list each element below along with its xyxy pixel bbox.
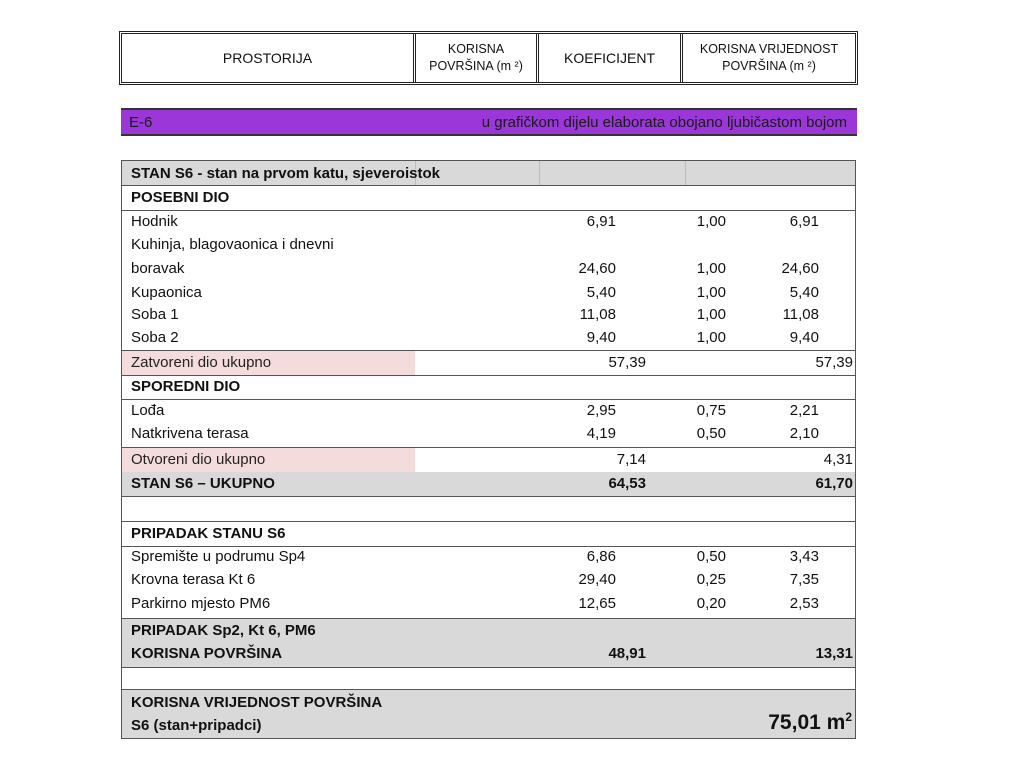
grid-line xyxy=(539,161,540,185)
room-name: Krovna terasa Kt 6 xyxy=(131,571,256,588)
header-value-area xyxy=(683,34,855,82)
area-table xyxy=(121,160,856,739)
table-row xyxy=(122,595,855,617)
room-coef: 1,00 xyxy=(696,329,726,346)
room-value: 7,35 xyxy=(789,571,819,588)
room-coef: 0,25 xyxy=(696,571,726,588)
section-header-row xyxy=(122,522,855,547)
table-row xyxy=(122,571,855,593)
room-value: 24,60 xyxy=(781,260,819,277)
apartment-total-label: STAN S6 – UKUPNO xyxy=(131,475,275,492)
table-row xyxy=(122,402,855,424)
room-name: boravak xyxy=(131,260,185,277)
room-name: Kupaonica xyxy=(131,284,202,301)
summary-line1: KORISNA VRIJEDNOST POVRŠINA xyxy=(131,694,383,711)
room-area: 11,08 xyxy=(579,306,616,323)
apartment-total-value: 61,70 xyxy=(815,475,853,492)
spacer-row xyxy=(122,497,855,522)
closed-total-value: 57,39 xyxy=(815,354,853,371)
table-row xyxy=(122,306,855,328)
grid-line xyxy=(685,161,686,185)
room-coef: 0,50 xyxy=(696,425,726,442)
table-row xyxy=(122,213,855,235)
header-value-area-line2: POVRŠINA (m ²) xyxy=(722,59,816,73)
room-value: 6,91 xyxy=(789,213,819,230)
room-coef: 0,75 xyxy=(696,402,726,419)
room-area: 2,95 xyxy=(586,402,616,419)
table-row xyxy=(122,236,855,258)
appurtenance-title: PRIPADAK STANU S6 xyxy=(131,525,286,542)
room-coef: 1,00 xyxy=(696,284,726,301)
room-coef: 0,50 xyxy=(696,548,726,565)
apartment-title-row xyxy=(122,161,855,186)
summary-line2: S6 (stan+pripadci) xyxy=(131,717,262,734)
table-row xyxy=(122,284,855,306)
room-coef: 1,00 xyxy=(696,213,726,230)
appurtenance-total-line1: PRIPADAK Sp2, Kt 6, PM6 xyxy=(131,622,316,639)
room-area: 9,40 xyxy=(586,329,616,346)
room-area: 29,40 xyxy=(578,571,616,588)
header-value-area-line1: KORISNA VRIJEDNOST xyxy=(699,42,839,57)
column-header-table xyxy=(119,31,858,85)
open-total-label: Otvoreni dio ukupno xyxy=(131,451,266,468)
header-useful-area-line1: KORISNA xyxy=(447,42,505,57)
summary-value-number: 75,01 m xyxy=(768,711,846,734)
room-area: 4,19 xyxy=(586,425,616,442)
unit-code: E-6 xyxy=(129,114,153,131)
header-room xyxy=(122,34,413,82)
closed-total-area: 57,39 xyxy=(608,354,646,371)
room-coef: 1,00 xyxy=(696,306,726,323)
appurtenance-total-line2: KORISNA POVRŠINA xyxy=(131,645,283,662)
open-total-value: 4,31 xyxy=(823,451,853,468)
header-useful-area xyxy=(416,34,536,82)
apartment-title: STAN S6 - stan na prvom katu, sjeveroistok xyxy=(131,165,440,182)
room-value: 2,53 xyxy=(789,595,819,612)
room-value: 2,21 xyxy=(789,402,819,419)
closed-total-label: Zatvoreni dio ukupno xyxy=(131,354,272,371)
apartment-total-area: 64,53 xyxy=(608,475,646,492)
room-name: Natkrivena terasa xyxy=(131,425,249,442)
section-title-secondary: SPOREDNI DIO xyxy=(131,378,241,395)
room-name: Spremište u podrumu Sp4 xyxy=(131,548,306,565)
room-area: 6,91 xyxy=(586,213,616,230)
appurtenance-total-value: 13,31 xyxy=(815,645,853,662)
room-name-line1: Kuhinja, blagovaonica i dnevni xyxy=(131,236,334,253)
room-area: 5,40 xyxy=(586,284,616,301)
room-coef: 0,20 xyxy=(696,595,726,612)
section-header-row xyxy=(122,186,855,211)
unit-bar xyxy=(121,108,857,136)
appurtenance-total-row xyxy=(122,618,855,668)
room-name: Lođa xyxy=(131,402,165,419)
room-name: Soba 1 xyxy=(131,306,179,323)
section-title-special: POSEBNI DIO xyxy=(131,189,230,206)
room-value: 3,43 xyxy=(789,548,819,565)
room-value: 9,40 xyxy=(789,329,819,346)
appurtenance-total-area: 48,91 xyxy=(608,645,646,662)
table-row xyxy=(122,425,855,447)
room-value: 5,40 xyxy=(789,284,819,301)
open-total-row xyxy=(122,447,855,473)
summary-unit-superscript: 2 xyxy=(845,710,852,724)
apartment-total-row xyxy=(122,472,855,497)
summary-row xyxy=(122,690,855,738)
closed-total-row xyxy=(122,350,855,376)
unit-note: u grafičkom dijelu elaborata obojano ljubičastom bojom xyxy=(481,114,847,131)
table-row xyxy=(122,548,855,570)
header-useful-area-line2: POVRŠINA (m ²) xyxy=(429,59,523,73)
header-coefficient xyxy=(539,34,680,82)
section-header-row xyxy=(122,375,855,400)
room-value: 11,08 xyxy=(782,306,819,323)
room-name: Parkirno mjesto PM6 xyxy=(131,595,271,612)
header-coefficient-label: KOEFICIJENT xyxy=(563,49,655,66)
spacer-row xyxy=(122,667,855,690)
room-area: 24,60 xyxy=(578,260,616,277)
summary-value xyxy=(768,710,852,735)
header-room-label: PROSTORIJA xyxy=(222,49,313,66)
room-name: Hodnik xyxy=(131,213,178,230)
room-area: 12,65 xyxy=(578,595,616,612)
table-row xyxy=(122,260,855,282)
room-value: 2,10 xyxy=(789,425,819,442)
open-total-area: 7,14 xyxy=(616,451,646,468)
table-row xyxy=(122,329,855,351)
room-area: 6,86 xyxy=(586,548,616,565)
room-name: Soba 2 xyxy=(131,329,179,346)
room-coef: 1,00 xyxy=(696,260,726,277)
